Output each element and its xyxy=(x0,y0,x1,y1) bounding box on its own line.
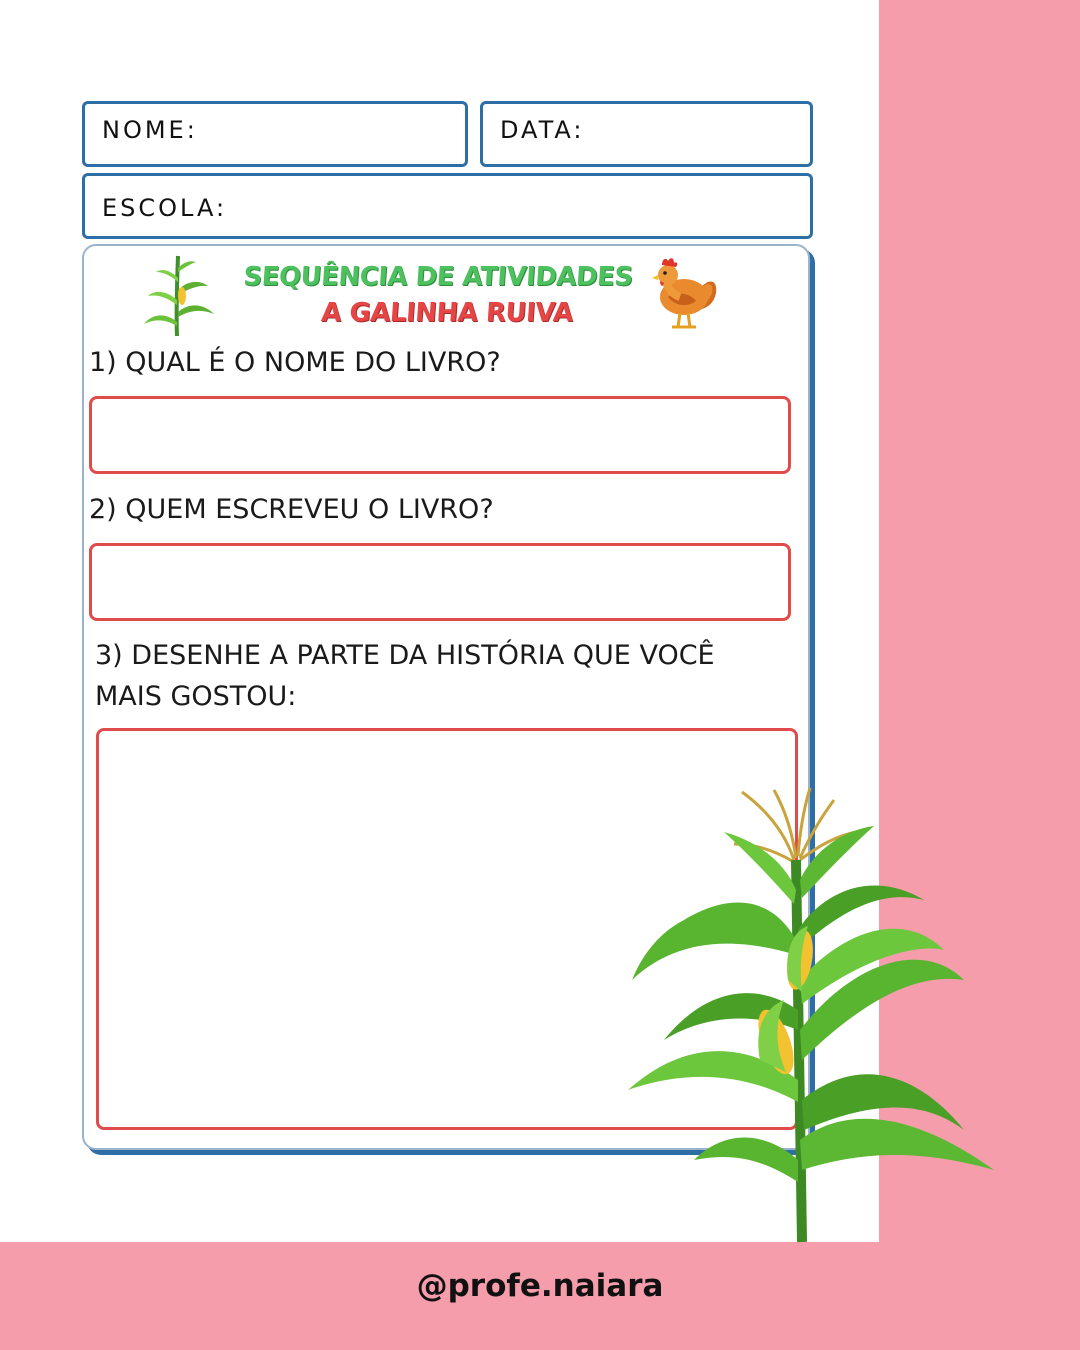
question-3-line-1: 3) DESENHE A PARTE DA HISTÓRIA QUE VOCÊ xyxy=(95,640,715,671)
answer-box-2[interactable] xyxy=(89,543,791,621)
title-line-1: SEQUÊNCIA DE ATIVIDADES xyxy=(242,262,634,292)
answer-box-1[interactable] xyxy=(89,396,791,474)
school-field[interactable] xyxy=(82,173,813,239)
date-field[interactable] xyxy=(480,101,813,167)
school-label: ESCOLA: xyxy=(102,194,228,222)
hen-icon xyxy=(652,255,720,331)
question-2: 2) QUEM ESCREVEU O LIVRO? xyxy=(89,494,494,525)
question-1: 1) QUAL É O NOME DO LIVRO? xyxy=(89,347,501,378)
title-line-2: A GALINHA RUIVA xyxy=(320,298,574,328)
corn-plant-large-icon xyxy=(624,780,998,1242)
footer-handle: @profe.naiara xyxy=(416,1268,664,1304)
name-field[interactable] xyxy=(82,101,468,167)
question-3-line-2: MAIS GOSTOU: xyxy=(95,681,297,712)
name-label: NOME: xyxy=(102,116,198,144)
date-label: DATA: xyxy=(500,116,585,144)
